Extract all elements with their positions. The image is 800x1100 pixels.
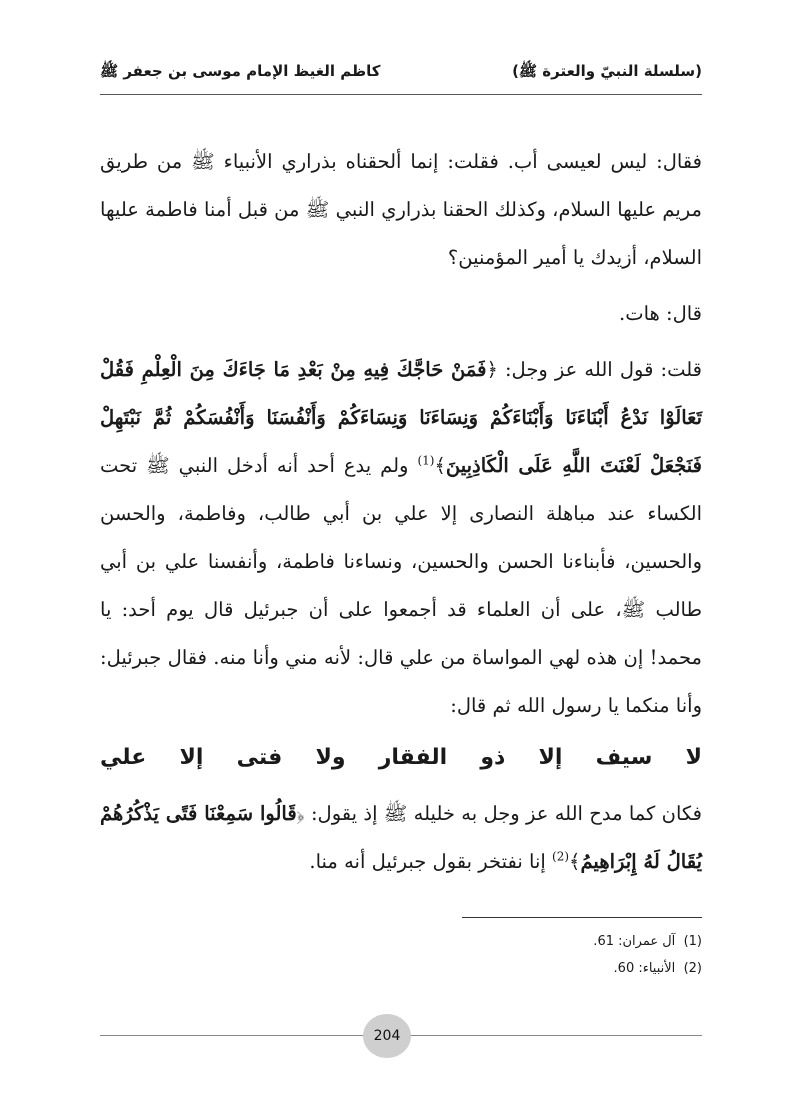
verse-intro: قلت: قول الله عز وجل: ﴿ — [486, 358, 703, 381]
verse-close-bracket: ﴾ — [569, 850, 581, 873]
footnote-number: (1) — [683, 934, 702, 949]
poem-word: فتى — [236, 745, 283, 770]
poem-word: علي — [100, 745, 147, 770]
poem-word: ذو — [480, 745, 506, 770]
paragraph-3 — [100, 346, 702, 730]
footnote-ref-1: (1) — [417, 453, 435, 468]
footnote-item — [102, 928, 702, 955]
page-number-badge: 204 — [363, 1014, 411, 1058]
verse-close-bracket: ﴾ — [434, 454, 446, 477]
running-header — [100, 54, 702, 88]
poem-word: الفقار — [378, 745, 448, 770]
quran-verse: قَالُوا سَمِعْنَا فَتًى يَذْكُرُهُمْ يُقَالُ لَهُ إِبْرَاهِيمُ — [100, 802, 702, 873]
paragraph-2: قال: هات. — [619, 302, 702, 325]
paragraph-4 — [100, 790, 702, 886]
paragraph-spacer — [100, 338, 702, 346]
page-footer — [100, 1014, 702, 1058]
quran-verse: فَمَنْ حَاجَّكَ فِيهِ مِنْ بَعْدِ مَا جَاءَكَ مِنَ الْعِلْمِ فَقُلْ تَعَالَوْا نَدْعُ أَبْنَاءَنَا وَأَبْنَاءَكُمْ وَنِسَاءَنَا وَنِسَاءَكُمْ وَأَنْفُسَنَا وَأَنْفُسَكُمْ ثُمَّ نَبْتَهِلْ فَنَجْعَلْ لَعْنَتَ اللَّهِ عَلَى الْكَاذِبِينَ — [100, 358, 702, 477]
footnote-number: (2) — [683, 961, 702, 976]
header-divider — [100, 94, 702, 95]
series-title: (سلسلة النبيّ والعترة ﷺ) — [512, 62, 702, 80]
verse-intro: فكان كما مدح الله عز وجل به خليله ﷺ إذ يقول: ﴿ — [296, 802, 702, 825]
paragraph-4-rest: إنا نفتخر بقول جبرئيل أنه منا. — [309, 850, 546, 873]
poem-word: إلا — [538, 745, 563, 770]
paragraph-3-rest: ولم يدع أحد أنه أدخل النبي ﷺ تحت الكساء عند مباهلة النصارى إلا علي بن أبي طالب، وفاطمة، والحسن والحسين، فأبناءنا الحسن والحسين، ونساءنا فاطمة، وأنفسنا علي بن أبي طالب ﷺ، على أن العلماء قد أجمعوا على أن جبرئيل قال يوم أحد: يا محمد! إن هذه لهي المواساة من علي قال: لأنه مني وأنا منه. فقال جبرئيل: وأنا منكما يا رسول الله ثم قال: — [100, 454, 702, 717]
poem-word: لا — [685, 745, 702, 770]
book-title: كاظم الغيظ الإمام موسى بن جعفر ﷺ — [100, 62, 381, 80]
footnote-ref-2: (2) — [552, 849, 570, 864]
paragraph-1: فقال: ليس لعيسى أب. فقلت: إنما ألحقناه بذراري الأنبياء ﷺ من طريق مريم عليها السلام، وكذلك الحقنا بذراري النبي ﷺ من قبل أمنا فاطمة عليها السلام، أزيدك يا أمير المؤمنين؟ — [100, 150, 702, 269]
poem-word: سيف — [595, 745, 653, 770]
poem-word: ولا — [315, 745, 346, 770]
footnote-item — [102, 955, 702, 982]
body-text — [100, 138, 702, 886]
paragraph-spacer — [100, 282, 702, 290]
footnotes — [102, 928, 702, 982]
poem-line — [100, 734, 702, 782]
footnote-divider — [462, 917, 702, 918]
footnote-text: الأنبياء: 60. — [613, 961, 676, 976]
footnote-text: آل عمران: 61. — [593, 934, 676, 949]
poem-word: إلا — [179, 745, 204, 770]
